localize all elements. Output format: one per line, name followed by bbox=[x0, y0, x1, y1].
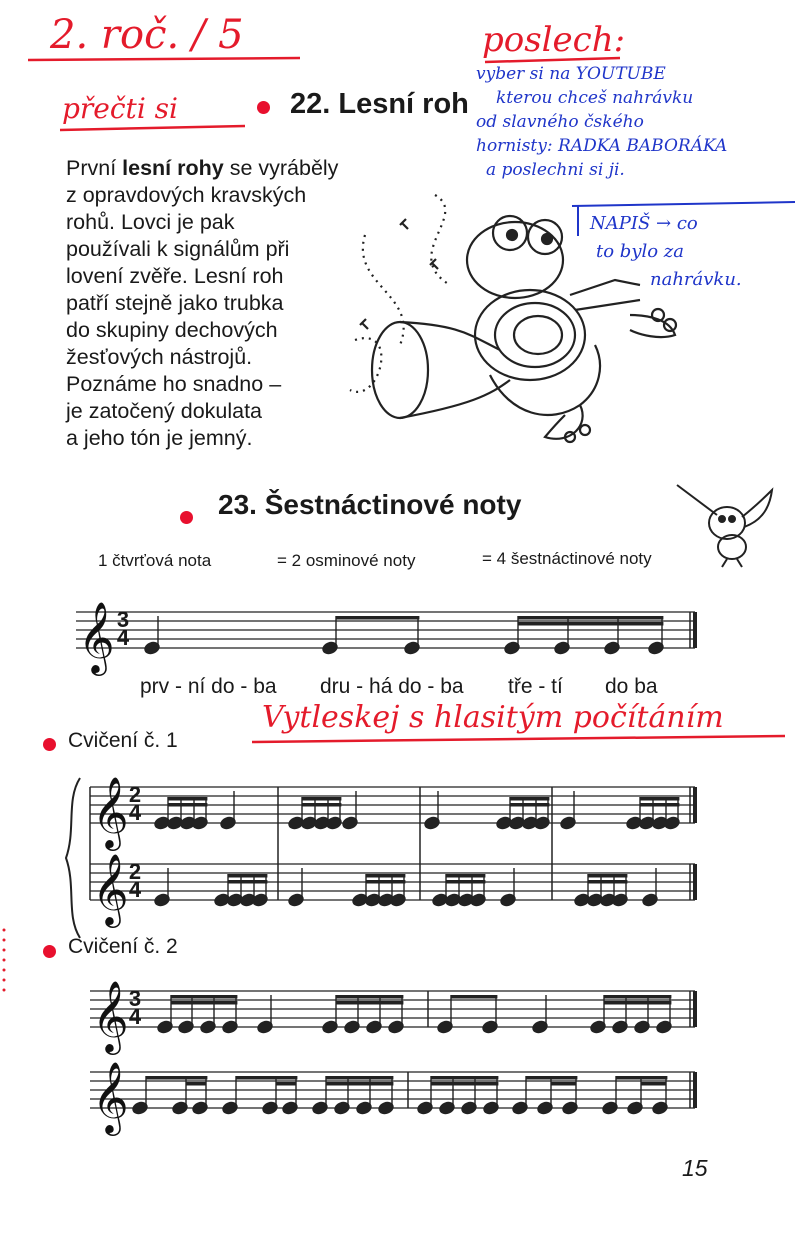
note-beam bbox=[326, 1082, 393, 1086]
text-run: rohů. Lovci je pak bbox=[66, 210, 235, 234]
note-beam bbox=[276, 1082, 296, 1086]
time-signature-bottom: 4 bbox=[116, 625, 130, 650]
equation-quarter: 1 čtvrťová nota bbox=[98, 551, 212, 570]
time-signature-top: 3 bbox=[116, 607, 130, 632]
text-run: žesťových nástrojů. bbox=[66, 345, 253, 369]
text-run: používali k signálům při bbox=[66, 237, 290, 261]
time-signature-top: 2 bbox=[128, 859, 142, 884]
handwritten-read-note: přečti si bbox=[62, 92, 178, 125]
note-beam bbox=[186, 1082, 206, 1086]
note-beam bbox=[510, 797, 549, 801]
syllables-beat-4: do ba bbox=[605, 675, 658, 698]
handwritten-clap-note: Vytleskej s hlasitým počítáním bbox=[262, 700, 724, 735]
time-signature bbox=[125, 782, 145, 825]
final-barline bbox=[693, 1072, 697, 1108]
time-signature-top: 3 bbox=[128, 986, 142, 1011]
note-line: nahrávku. bbox=[650, 269, 742, 290]
note-beam bbox=[168, 803, 207, 807]
note-beam bbox=[446, 874, 485, 878]
section-23-title: 23. Šestnáctinové noty bbox=[218, 489, 522, 520]
note-beam bbox=[171, 1001, 237, 1005]
bullet-dot bbox=[43, 945, 56, 958]
time-signature-bottom: 4 bbox=[128, 877, 142, 902]
note-beam bbox=[518, 616, 663, 620]
note-beam bbox=[640, 797, 679, 801]
note-beam bbox=[228, 874, 267, 878]
note-beam bbox=[641, 1082, 666, 1086]
note-beam bbox=[336, 616, 419, 620]
syllables-beat-2: dru - há do - ba bbox=[320, 675, 464, 698]
note-beam bbox=[326, 1076, 393, 1080]
note-line: od slavného čského bbox=[476, 112, 644, 132]
time-signature-bottom: 4 bbox=[128, 1004, 142, 1029]
note-line: kterou chceš nahrávku bbox=[496, 88, 694, 108]
treble-clef-icon: 𝄞 bbox=[78, 600, 115, 673]
note-beam bbox=[228, 880, 267, 884]
treble-clef-icon: 𝄞 bbox=[92, 775, 129, 848]
note-beam bbox=[451, 995, 497, 999]
note-beam bbox=[510, 803, 549, 807]
time-signature bbox=[125, 859, 145, 902]
note-beam bbox=[640, 803, 679, 807]
note-beam bbox=[336, 995, 403, 999]
margin-marks bbox=[0, 925, 12, 995]
brace bbox=[66, 778, 80, 938]
text-run: První bbox=[66, 156, 123, 180]
handwritten-class-note: 2. roč. / 5 bbox=[50, 12, 244, 58]
note-beam bbox=[604, 1001, 671, 1005]
text-run: patří stejně jako trubka bbox=[66, 291, 284, 315]
text-run: do skupiny dechových bbox=[66, 318, 278, 342]
text-run: se vyráběly bbox=[223, 156, 339, 180]
text-run: je zatočený dokulata bbox=[66, 399, 263, 423]
text-run: lovení zvěře. Lesní roh bbox=[66, 264, 284, 288]
note-beam bbox=[431, 1076, 498, 1080]
final-barline bbox=[693, 787, 697, 823]
section-22-title: 22. Lesní roh bbox=[290, 88, 469, 120]
final-barline bbox=[693, 991, 697, 1027]
note-beam bbox=[302, 797, 341, 801]
note-beam bbox=[236, 1076, 297, 1080]
note-line: hornisty: RADKA BABORÁKA bbox=[476, 136, 728, 156]
note-beam bbox=[146, 1076, 207, 1080]
exercise-1-label: Cvičení č. 1 bbox=[68, 729, 178, 752]
bullet-dot bbox=[43, 738, 56, 751]
page-number: 15 bbox=[682, 1155, 708, 1181]
exercise-2-label: Cvičení č. 2 bbox=[68, 935, 178, 958]
note-beam bbox=[302, 803, 341, 807]
equation-sixteenths: = 4 šestnáctinové noty bbox=[482, 549, 652, 568]
note-beam bbox=[518, 622, 663, 626]
red-underline bbox=[250, 730, 790, 750]
note-beam bbox=[366, 874, 405, 878]
note-line: vyber si na YOUTUBE bbox=[476, 64, 666, 84]
note-line: a poslechni si ji. bbox=[486, 160, 625, 180]
syllables-beat-3: tře - tí bbox=[508, 675, 563, 698]
syllables-beat-1: prv - ní do - ba bbox=[140, 675, 277, 698]
note-beam bbox=[526, 1076, 577, 1080]
treble-clef-icon: 𝄞 bbox=[92, 1060, 129, 1133]
time-signature-top: 2 bbox=[128, 782, 142, 807]
note-beam bbox=[588, 874, 627, 878]
note-beam bbox=[551, 1082, 576, 1086]
time-signature bbox=[113, 607, 133, 650]
text-run: a jeho tón je jemný. bbox=[66, 426, 253, 450]
equation-eighths: = 2 osminové noty bbox=[277, 551, 416, 570]
note-beam bbox=[588, 880, 627, 884]
time-signature bbox=[125, 986, 145, 1029]
note-line: to bylo za bbox=[596, 241, 685, 262]
treble-clef-icon: 𝄞 bbox=[92, 979, 129, 1052]
note-beam bbox=[366, 880, 405, 884]
final-barline bbox=[693, 864, 697, 900]
note-beam bbox=[604, 995, 671, 999]
note-beam bbox=[168, 797, 207, 801]
bold-term: lesní rohy bbox=[122, 156, 224, 180]
time-signature-bottom: 4 bbox=[128, 800, 142, 825]
text-run: z opravdových kravských bbox=[66, 183, 307, 207]
note-beam bbox=[616, 1076, 667, 1080]
note-beam bbox=[171, 995, 237, 999]
treble-clef-icon: 𝄞 bbox=[92, 852, 129, 925]
note-beam bbox=[431, 1082, 498, 1086]
note-beam bbox=[446, 880, 485, 884]
handwritten-listening-note: poslech: bbox=[482, 20, 626, 60]
final-barline bbox=[693, 612, 697, 648]
note-line: NAPIŠ → co bbox=[590, 213, 698, 234]
note-beam bbox=[336, 1001, 403, 1005]
text-run: Poznáme ho snadno – bbox=[66, 372, 282, 396]
